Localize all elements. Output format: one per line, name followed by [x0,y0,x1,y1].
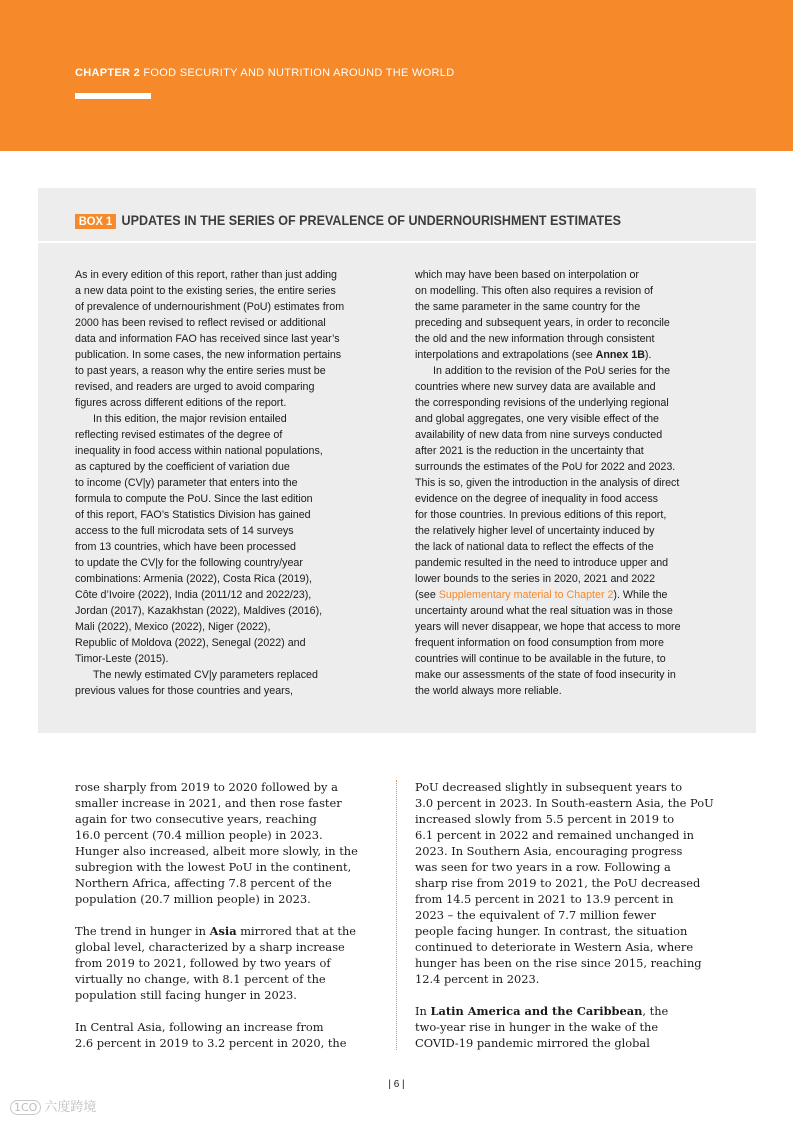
box-line [415,347,681,363]
box-line: frequent information on food consumption from more [415,637,664,649]
box-line: The newly estimated CV|y parameters replaced [93,669,318,681]
body-line: again for two consecutive years, reaching [75,812,317,826]
latam-term: Latin America and the Caribbean [430,1004,643,1018]
watermark-logo-icon: 1CO [10,1100,41,1115]
watermark-text: 六度跨境 [44,1100,97,1115]
box-line: which may have been based on interpolation or [415,269,639,281]
annex-text-pre: interpolations and extrapolations (see [415,349,596,361]
column-divider [396,780,397,1050]
body-line: increased slowly from 5.5 percent in 2019 to [415,812,675,826]
chapter-title: FOOD SECURITY AND NUTRITION AROUND THE WORLD [143,67,455,79]
chapter-underline [75,93,151,99]
chapter-header-band [0,0,793,151]
box-line: and global aggregates, one very visible effect of the [415,413,659,425]
box-line: after 2021 is the reduction in the uncertainty that [415,445,644,457]
body-line: two-year rise in hunger in the wake of the [415,1020,659,1034]
box-line: availability of new data from nine surveys conducted [415,429,663,441]
main-left-column [75,779,358,1051]
box-line: pandemic resulted in the need to introduce upper and [415,557,669,569]
latam-text-pre: In [415,1004,431,1018]
body-line: 16.0 percent (70.4 million people) in 2023. [75,828,323,842]
body-line: from 14.5 percent in 2021 to 13.9 percent in [415,892,674,906]
box-line: Mali (2022), Mexico (2022), Niger (2022), [75,621,271,633]
supplementary-material-link[interactable]: Supplementary material to Chapter 2 [438,589,614,601]
body-line: COVID-19 pandemic mirrored the global [415,1036,650,1050]
body-line: 2023. In Southern Asia, encouraging progress [415,844,683,858]
box-line: a new data point to the existing series, the entire series [75,285,336,297]
paragraph-gap [415,987,714,1003]
body-line: 6.1 percent in 2022 and remained unchanged in [415,828,694,842]
box-line: the lack of national data to reflect the effects of the [415,541,654,553]
box-line: the old and the new information through consistent [415,333,655,345]
see-text-pre: (see [415,589,439,601]
body-line: hunger has been on the rise since 2015, reaching [415,956,702,970]
body-line: subregion with the lowest PoU in the continent, [75,860,352,874]
box-line: of this report, FAO’s Statistics Division has gained [75,509,311,521]
main-right-column [415,779,714,1051]
body-line: people facing hunger. In contrast, the situation [415,924,688,938]
box-line: reflecting revised estimates of the degree of [75,429,283,441]
body-line [75,923,358,939]
body-line: smaller increase in 2021, and then rose faster [75,796,342,810]
box-line: 2000 has been revised to reflect revised or additional [75,317,326,329]
box-divider [38,241,756,243]
box-line: countries will continue to be available in the future, to [415,653,666,665]
body-line: 3.0 percent in 2023. In South-eastern Asia, the PoU [415,796,714,810]
body-line: In Central Asia, following an increase from [75,1020,324,1034]
box-tag: BOX 1 [75,214,116,229]
box-line: of prevalence of undernourishment (PoU) estimates from [75,301,345,313]
box-line: access to the full microdata sets of 14 surveys [75,525,294,537]
page-number: | 6 | [388,1079,405,1090]
asia-term: Asia [209,924,237,938]
box-line: the same parameter in the same country for the [415,301,641,313]
box-line: preceding and subsequent years, in order to reconcile [415,317,670,329]
box-line: on modelling. This often also requires a revision of [415,285,654,297]
box-line: countries where new survey data are available and [415,381,656,393]
box-line: make our assessments of the state of food insecurity in [415,669,676,681]
box-line: the world always more reliable. [415,685,562,697]
body-line: virtually no change, with 8.1 percent of the [75,972,326,986]
box-line: surrounds the estimates of the PoU for 2022 and 2023. [415,461,676,473]
body-line: population (20.7 million people) in 2023. [75,892,311,906]
box-line: Timor-Leste (2015). [75,653,169,665]
box-line: Republic of Moldova (2022), Senegal (2022) and [75,637,306,649]
asia-text-post: mirrored that at the [236,924,357,938]
body-line: PoU decreased slightly in subsequent years to [415,780,683,794]
body-line: Hunger also increased, albeit more slowly, in the [75,844,358,858]
box-line: publication. In some cases, the new information pertains [75,349,342,361]
box-line: Côte d’Ivoire (2022), India (2011/12 and 2022/23), [75,589,312,601]
body-line: 2.6 percent in 2019 to 3.2 percent in 2020, the [75,1036,347,1050]
box-line: combinations: Armenia (2022), Costa Rica (2019), [75,573,313,585]
body-line [415,1003,714,1019]
box-line: revised, and readers are urged to avoid comparing [75,381,315,393]
box-line: In this edition, the major revision entailed [93,413,287,425]
paragraph-gap [75,1003,358,1019]
chapter-number: CHAPTER 2 [75,67,141,79]
box-title: UPDATES IN THE SERIES OF PREVALENCE OF UNDERNOURISHMENT ESTIMATES [121,213,621,228]
body-line: Northern Africa, affecting 7.8 percent of the [75,876,332,890]
box-line: to past years, a reason why the entire series must be [75,365,326,377]
box-left-column [75,267,344,699]
body-line: continued to deteriorate in Western Asia, where [415,940,694,954]
box-title-row [75,213,621,229]
box-right-column [415,267,681,699]
body-line: population still facing hunger in 2023. [75,988,297,1002]
box-line [415,587,681,603]
box-line: In addition to the revision of the PoU series for the [433,365,671,377]
box-line: evidence on the degree of inequality in food access [415,493,659,505]
body-line: global level, characterized by a sharp increase [75,940,345,954]
body-line: 2023 – the equivalent of 7.7 million fewer [415,908,656,922]
paragraph-gap [75,907,358,923]
box-line: formula to compute the PoU. Since the last edition [75,493,313,505]
box-line: to update the CV|y for the following country/year [75,557,303,569]
watermark [10,1096,96,1115]
body-line: was seen for two years in a row. Following a [415,860,671,874]
box-line: as captured by the coefficient of variation due [75,461,290,473]
see-text-post: ). While the [613,589,668,601]
body-line: from 2019 to 2021, followed by two years of [75,956,331,970]
asia-text-pre: The trend in hunger in [75,924,210,938]
box-line: uncertainty around what the real situation was in those [415,605,673,617]
body-line: 12.4 percent in 2023. [415,972,540,986]
box-line: the corresponding revisions of the underlying regional [415,397,669,409]
box-1-panel [38,188,756,733]
box-line: lower bounds to the series in 2020, 2021 and 2022 [415,573,656,585]
box-line: years will never disappear, we hope that access to more [415,621,681,633]
box-line: data and information FAO has received since last year’s [75,333,340,345]
annex-reference: Annex 1B [595,349,645,361]
box-line: the relatively higher level of uncertainty induced by [415,525,655,537]
box-line: for those countries. In previous editions of this report, [415,509,667,521]
body-line: rose sharply from 2019 to 2020 followed by a [75,780,338,794]
chapter-heading [75,67,454,79]
box-line: previous values for those countries and years, [75,685,294,697]
latam-text-post: , the [642,1004,669,1018]
box-line: figures across different editions of the report. [75,397,287,409]
body-line: sharp rise from 2019 to 2021, the PoU decreased [415,876,701,890]
box-line: This is so, given the introduction in the analysis of direct [415,477,680,489]
box-line: inequality in food access within national populations, [75,445,323,457]
box-line: As in every edition of this report, rather than just adding [75,269,337,281]
box-line: Jordan (2017), Kazakhstan (2022), Maldives (2016), [75,605,323,617]
box-line: from 13 countries, which have been processed [75,541,296,553]
box-line: to income (CV|y) parameter that enters into the [75,477,298,489]
annex-text-post: ). [644,349,652,361]
